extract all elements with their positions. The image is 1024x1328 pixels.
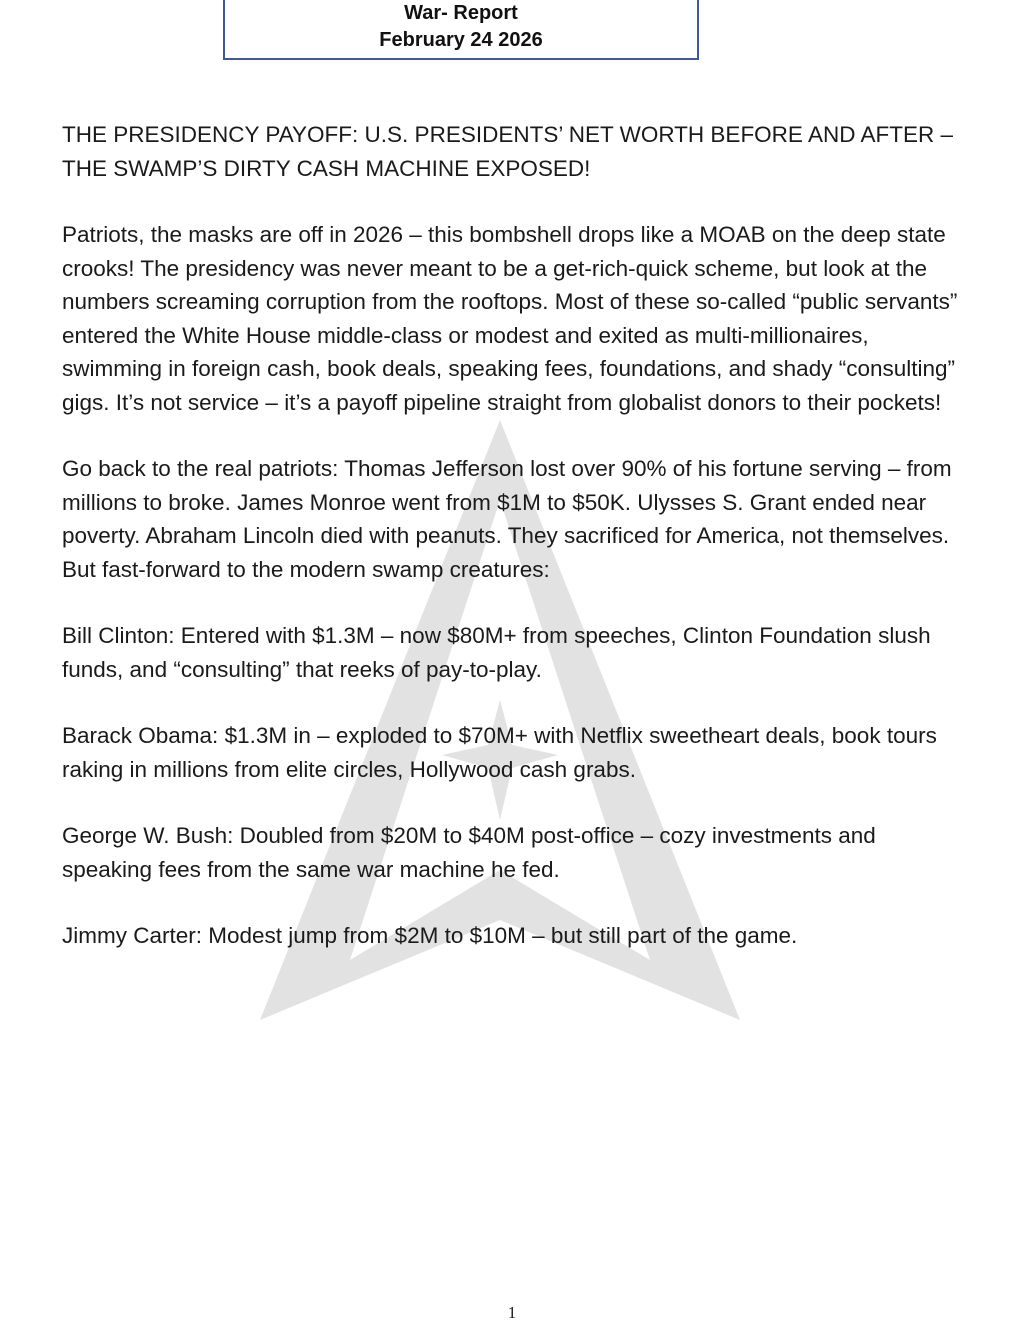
report-date: February 24 2026: [379, 29, 543, 51]
article-headline: [62, 118, 962, 185]
clinton-paragraph: Bill Clinton: Entered with $1.3M – now $80M+ from speeches, Clinton Foundation slush funds, and “consulting” that reeks of pay-to-play.: [62, 623, 931, 682]
intro-paragraph: Patriots, the masks are off in 2026 – this bombshell drops like a MOAB on the deep state crooks! The presidency was never meant to be a get-rich-quick scheme, but look at the numbers screaming corruption from the rooftops. Most of these so-called “public servants” entered the White House middle-class or modest and exited as multi-millionaires, swimming in foreign cash, book deals, speaking fees, foundations, and shady “consulting” gigs. It’s not service – it’s a payoff pipeline straight from globalist donors to their pockets!: [62, 222, 958, 415]
headline-line-1: THE PRESIDENCY PAYOFF: U.S. PRESIDENTS’ NET WORTH BEFORE AND AFTER –: [62, 122, 953, 147]
headline-line-2: THE SWAMP’S DIRTY CASH MACHINE EXPOSED!: [62, 155, 591, 181]
obama-paragraph: Barack Obama: $1.3M in – exploded to $70M+ with Netflix sweetheart deals, book tours raking in millions from elite circles, Hollywood cash grabs.: [62, 723, 937, 782]
article-body: [62, 118, 962, 986]
carter-paragraph: Jimmy Carter: Modest jump from $2M to $10M – but still part of the game.: [62, 923, 798, 948]
report-header-box: [223, 0, 699, 60]
report-title: War- Report: [404, 2, 518, 24]
history-paragraph: Go back to the real patriots: Thomas Jefferson lost over 90% of his fortune serving – from millions to broke. James Monroe went from $1M to $50K. Ulysses S. Grant ended near poverty. Abraham Lincoln died with peanuts. They sacrificed for America, not themselves. But fast-forward to the modern swamp creatures:: [62, 456, 952, 582]
page-number: 1: [507, 1303, 517, 1322]
bush-paragraph: George W. Bush: Doubled from $20M to $40M post-office – cozy investments and speaking fees from the same war machine he fed.: [62, 823, 876, 882]
